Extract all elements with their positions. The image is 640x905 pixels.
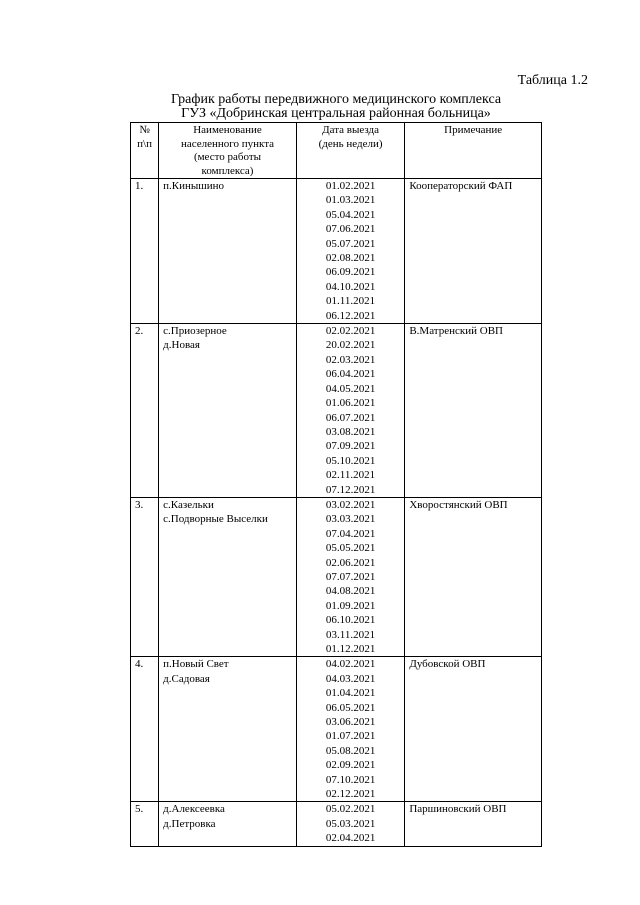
visit-date: 04.03.2021 — [325, 672, 376, 685]
visit-date: 02.02.2021 — [325, 325, 376, 338]
header-place-line: комплекса) — [201, 164, 254, 177]
visit-date: 05.10.2021 — [325, 454, 376, 467]
settlement-name: п.Кинышино — [163, 180, 225, 192]
settlement-name: д.Петровка — [163, 817, 216, 830]
visit-date: 05.07.2021 — [325, 237, 376, 250]
visit-date: 05.03.2021 — [325, 817, 376, 830]
visit-date: 07.04.2021 — [325, 527, 376, 540]
visit-date: 07.07.2021 — [325, 570, 376, 583]
dates-cell — [296, 324, 404, 498]
table-row — [131, 497, 542, 656]
visit-date: 01.11.2021 — [326, 295, 376, 308]
title-line-1: График работы передвижного медицинского комплекса — [170, 92, 502, 107]
visit-date: 01.03.2021 — [325, 194, 376, 207]
visit-date: 20.02.2021 — [325, 339, 376, 352]
visit-date: 05.04.2021 — [325, 208, 376, 221]
visit-date: 01.06.2021 — [325, 397, 376, 410]
visit-date: 07.09.2021 — [325, 440, 376, 453]
note-cell: Дубовской ОВП — [405, 657, 542, 802]
settlement-name: п.Новый Свет — [163, 658, 229, 671]
header-num — [131, 123, 159, 179]
visit-date: 01.04.2021 — [325, 687, 376, 700]
header-place — [159, 123, 297, 179]
settlement-name: с.Подворные Выселки — [163, 513, 268, 526]
schedule-body — [131, 179, 542, 847]
row-number: 2. — [131, 324, 159, 498]
dates-cell — [296, 179, 404, 324]
row-number: 1. — [131, 179, 159, 324]
note-cell: Хворостянский ОВП — [405, 497, 542, 656]
visit-date: 02.04.2021 — [325, 832, 376, 845]
table-number-label: Таблица 1.2 — [517, 73, 588, 88]
visit-date: 01.12.2021 — [325, 643, 376, 655]
visit-date: 07.12.2021 — [325, 483, 376, 496]
visit-date: 01.02.2021 — [325, 180, 376, 192]
table-row — [131, 657, 542, 802]
visit-date: 06.07.2021 — [325, 411, 376, 424]
visit-date: 02.12.2021 — [325, 788, 376, 801]
visit-date: 01.07.2021 — [325, 730, 376, 743]
visit-date: 04.10.2021 — [325, 280, 376, 293]
settlement-name: д.Алексеевка — [163, 803, 225, 816]
schedule-table — [130, 122, 542, 847]
settlement-name: с.Приозерное — [163, 325, 227, 338]
visit-date: 02.09.2021 — [325, 759, 376, 772]
visit-date: 04.05.2021 — [325, 382, 376, 395]
visit-date: 06.12.2021 — [325, 309, 376, 322]
header-note — [405, 123, 542, 179]
settlement-name: с.Казельки — [163, 498, 214, 511]
table-row — [131, 179, 542, 324]
visit-date: 03.08.2021 — [325, 425, 376, 438]
header-place-line: Наименование — [193, 124, 262, 136]
header-place-line: (место работы — [193, 151, 262, 163]
table-row — [131, 802, 542, 846]
header-date — [296, 123, 404, 179]
visit-date: 02.08.2021 — [325, 252, 376, 265]
settlement-cell — [159, 324, 297, 498]
visit-date: 04.02.2021 — [325, 658, 376, 671]
visit-date: 03.03.2021 — [325, 513, 376, 526]
header-num-line: № — [139, 124, 150, 136]
visit-date: 03.02.2021 — [325, 498, 376, 511]
visit-date: 06.04.2021 — [325, 368, 376, 381]
header-note-line: Примечание — [444, 124, 503, 136]
header-date-line: (день недели) — [318, 137, 383, 150]
row-number: 5. — [131, 802, 159, 846]
dates-cell — [296, 497, 404, 656]
visit-date: 02.11.2021 — [326, 469, 376, 482]
visit-date: 02.03.2021 — [325, 353, 376, 366]
visit-date: 06.10.2021 — [325, 614, 376, 627]
header-place-line: населенного пункта — [180, 137, 275, 150]
dates-cell — [296, 802, 404, 846]
visit-date: 03.11.2021 — [326, 628, 376, 641]
settlement-cell — [159, 497, 297, 656]
row-number: 3. — [131, 497, 159, 656]
settlement-cell — [159, 802, 297, 846]
settlement-name: д.Садовая — [163, 672, 210, 685]
visit-date: 07.10.2021 — [325, 773, 376, 786]
visit-date: 06.09.2021 — [325, 266, 376, 279]
visit-date: 06.05.2021 — [325, 701, 376, 714]
visit-date: 04.08.2021 — [325, 585, 376, 598]
table-row — [131, 324, 542, 498]
note-cell: В.Матренский ОВП — [405, 324, 542, 498]
header-date-line: Дата выезда — [322, 124, 380, 136]
visit-date: 05.02.2021 — [325, 803, 376, 816]
row-number: 4. — [131, 657, 159, 802]
header-num-line: п\п — [137, 137, 152, 150]
visit-date: 01.09.2021 — [325, 599, 376, 612]
visit-date: 05.05.2021 — [325, 542, 376, 555]
settlement-name: д.Новая — [163, 339, 200, 352]
settlement-cell — [159, 179, 297, 324]
visit-date: 02.06.2021 — [325, 556, 376, 569]
visit-date: 07.06.2021 — [325, 223, 376, 236]
title-line-2: ГУЗ «Добринская центральная районная больница» — [181, 106, 491, 121]
note-cell: Кооператорский ФАП — [405, 179, 542, 324]
dates-cell — [296, 657, 404, 802]
visit-date: 05.08.2021 — [325, 744, 376, 757]
visit-date: 03.06.2021 — [325, 716, 376, 729]
note-cell: Паршиновский ОВП — [405, 802, 542, 846]
settlement-cell — [159, 657, 297, 802]
header-row — [131, 123, 542, 179]
